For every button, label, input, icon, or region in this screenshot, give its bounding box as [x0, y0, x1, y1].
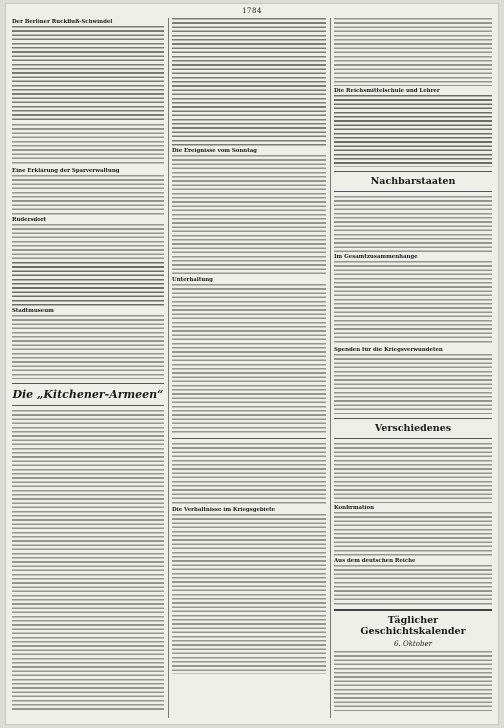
article-text [12, 124, 164, 166]
article-text [172, 443, 326, 505]
article-text [12, 315, 164, 355]
article-text [334, 443, 492, 503]
section-heading: Verschiedenes [374, 423, 452, 434]
article-lead: Spenden für die Kriegsverwundeten [334, 347, 443, 353]
article-text [334, 261, 492, 345]
section-heading: Täglicher Geschichtskalender [360, 615, 466, 637]
column-rule [168, 18, 169, 718]
article-text [334, 196, 492, 252]
article-text [12, 262, 164, 306]
section-divider [334, 171, 492, 172]
article-lead: Der Berliner Rückfluß-Schwindel [12, 19, 113, 25]
article-lead: Konfirmation [334, 505, 375, 511]
section-divider [334, 609, 492, 611]
article-lead: Aus dem deutschen Reiche [334, 558, 416, 564]
article-lead: Stadtmuseum [12, 308, 54, 314]
article-text [334, 651, 492, 711]
article-text [172, 18, 326, 146]
section-divider [334, 438, 492, 439]
article-text [12, 410, 164, 710]
section-heading: Nachbarstaaten [370, 176, 456, 187]
article-text [12, 175, 164, 215]
section-divider [334, 418, 492, 419]
article-lead: Rüdersdorf [12, 217, 46, 223]
article-text [334, 565, 492, 605]
section-divider [334, 191, 492, 192]
article-lead: Die Ereignisse vom Sonntag [172, 148, 257, 154]
article-text [12, 357, 164, 379]
section-subheading: 6. Oktober [394, 640, 432, 648]
section-divider [12, 383, 164, 384]
article-text [12, 26, 164, 122]
article-lead: Im Gesamtzusammenhange [334, 254, 418, 260]
article-text [12, 224, 164, 260]
column-1 [12, 18, 164, 718]
article-text [334, 512, 492, 556]
page-number: 1784 [242, 7, 262, 15]
article-text [334, 354, 492, 414]
article-lead: Die Reichsmittelschule und Lehrer [334, 88, 440, 94]
newspaper-page [6, 4, 498, 724]
article-text [172, 284, 326, 434]
section-divider [172, 438, 326, 439]
column-rule [330, 18, 331, 718]
article-lead: Unterhaltung [172, 277, 213, 283]
article-lead: Eine Erklärung der Sparverwaltung [12, 168, 120, 174]
article-text [172, 155, 326, 275]
article-lead: Die Verhältnisse im Kriegsgebiete [172, 507, 276, 513]
article-text [172, 514, 326, 674]
section-divider [12, 405, 164, 406]
column-3 [334, 18, 492, 718]
article-text [334, 18, 492, 86]
column-2 [172, 18, 326, 718]
section-heading: Die „Kitchener-Armeen“ [12, 388, 164, 401]
article-text [334, 95, 492, 167]
